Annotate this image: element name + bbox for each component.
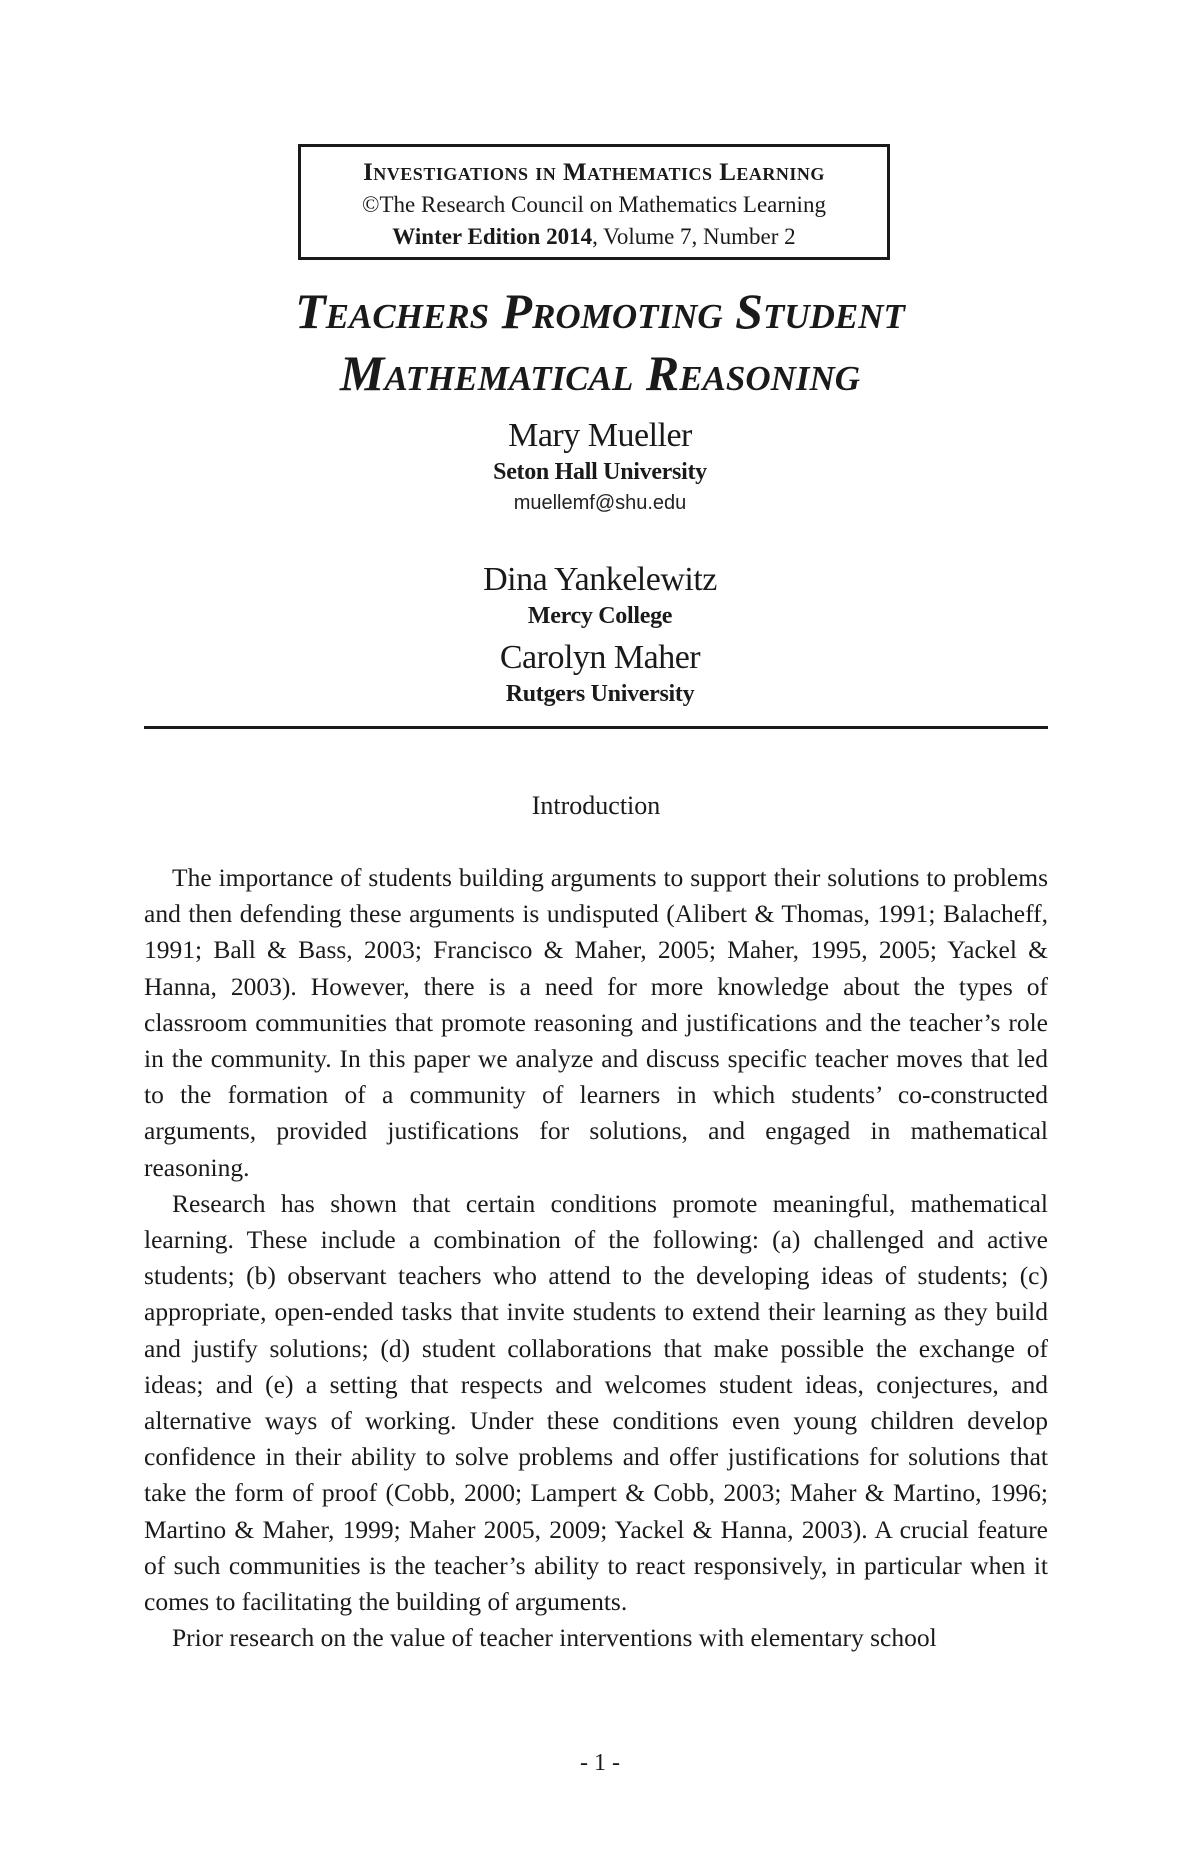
author-affiliation: Mercy College	[527, 603, 673, 629]
author-name: Carolyn Maher	[499, 639, 701, 676]
journal-edition	[301, 221, 887, 253]
journal-edition-bold: Winter Edition 2014	[392, 224, 593, 249]
body-text	[144, 860, 1048, 1656]
journal-info-box	[298, 144, 890, 260]
journal-copyright: ©The Research Council on Mathematics Learning	[362, 192, 826, 217]
page-number: - 1 -	[580, 1750, 620, 1776]
paragraph: Prior research on the value of teacher interventions with elementary school	[172, 1623, 937, 1653]
author-block-2	[100, 560, 1100, 632]
paper-title-line-1: Teachers Promoting Student	[295, 283, 905, 339]
author-name: Mary Mueller	[508, 417, 692, 454]
author-block-3	[100, 638, 1100, 710]
journal-edition-rest: , Volume 7, Number 2	[592, 224, 796, 249]
paper-title	[100, 280, 1100, 404]
section-heading: Introduction	[531, 791, 661, 820]
author-email: muellemf@shu.edu	[513, 492, 687, 514]
author-name: Dina Yankelewitz	[483, 561, 717, 598]
author-affiliation: Rutgers University	[505, 681, 695, 707]
author-block-1	[100, 416, 1100, 518]
paragraph: The importance of students building arguments to support their solutions to problems and then defending these arguments is undisputed (Alibert & Thomas, 1991; Balacheff, 1991; Ball & Bass, 2003; Francisco & Maher, 2005; Maher, 1995, 2005; Yackel & Hanna, 2003). However, there is a need for more knowledge about the types of classroom communities that promote reasoning and justifications and the teacher’s role in the community. In this paper we analyze and discuss specific teacher moves that led to the formation of a community of learners in which students’ co-constructed arguments, provided justifications for solutions, and engaged in mathematical reasoning.	[144, 863, 1048, 1182]
paragraph: Research has shown that certain conditions promote meaningful, mathematical learning. These include a combination of the following: (a) challenged and active students; (b) observant teachers who attend to the developing ideas of students; (c) appropriate, open-ended tasks that invite students to extend their learning as they build and justify solutions; (d) student collaborations that make possible the exchange of ideas; and (e) a setting that respects and welcomes student ideas, conjectures, and alternative ways of working. Under these conditions even young children develop confidence in their ability to solve problems and offer justifications for solutions that take the form of proof (Cobb, 2000; Lampert & Cobb, 2003; Maher & Martino, 1996; Martino & Maher, 1999; Maher 2005, 2009; Yackel & Hanna, 2003). A crucial feature of such communities is the teacher’s ability to react responsively, in particular when it comes to facilitating the building of arguments.	[144, 1188, 1048, 1617]
author-affiliation: Seton Hall University	[493, 459, 707, 485]
header-divider	[144, 726, 1048, 729]
journal-name: Investigations in Mathematics Learning	[363, 159, 825, 186]
paper-title-line-2: Mathematical Reasoning	[339, 345, 861, 401]
